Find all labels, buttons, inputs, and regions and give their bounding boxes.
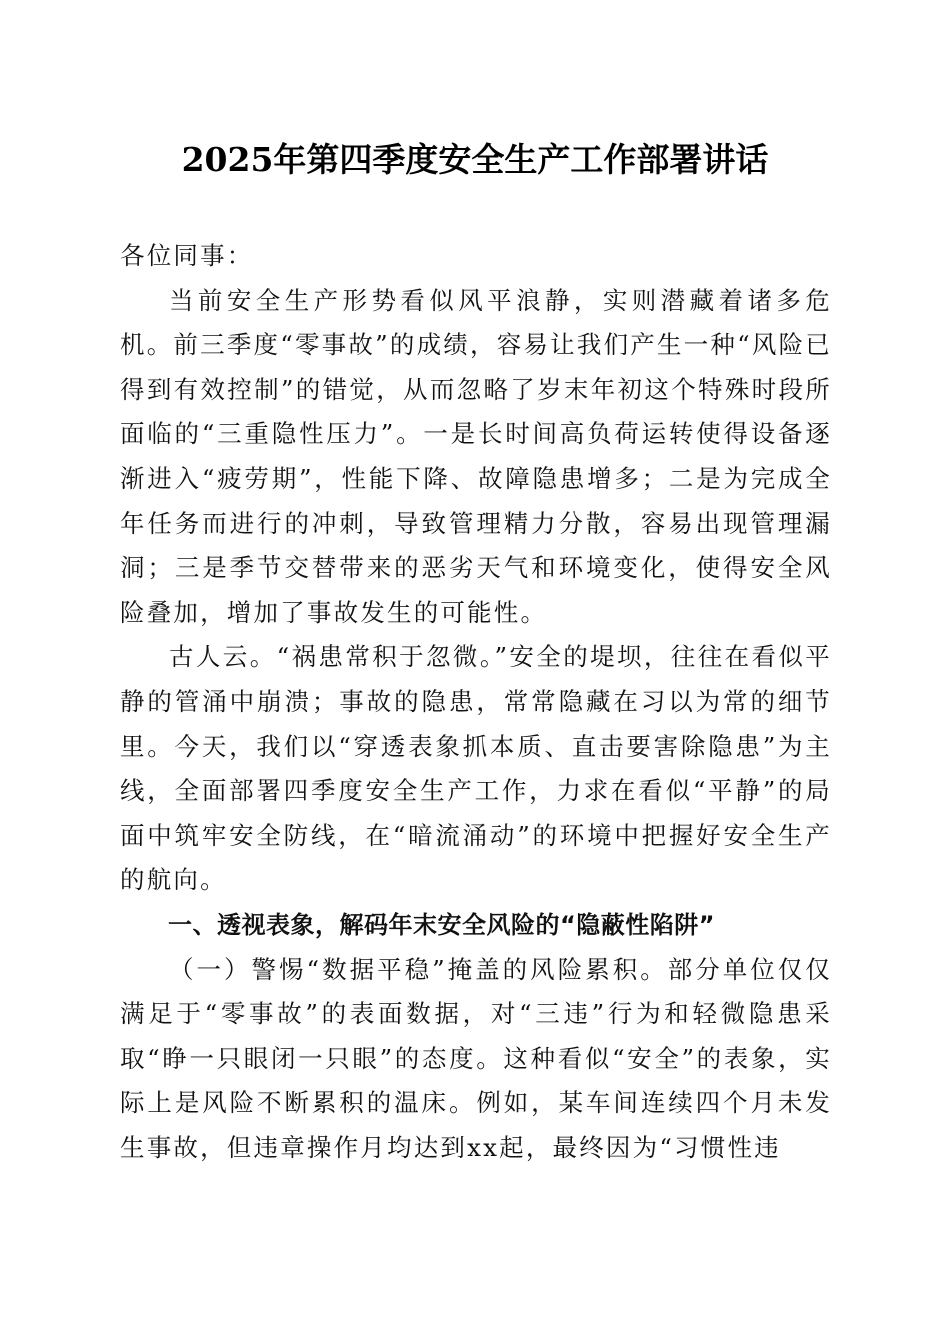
section-heading: 一、透视表象，解码年末安全风险的“隐蔽性陷阱” (168, 910, 716, 939)
document-body (120, 234, 832, 1170)
salutation: 各位同事： (120, 241, 254, 270)
paragraph-quote: 古人云。“祸患常积于忽微。”安全的堤坝，往往在看似平静的管涌中崩溃；事故的隐患，常常隐藏在习以为常的细节里。今天，我们以“穿透表象抓本质、直击要害除隐患”为主线，全面部署四季度安全生产工作，力求在看似“平静”的局面中筑牢安全防线，在“暗流涌动”的环境中把握好安全生产的航向。 (120, 642, 832, 895)
subsection-paragraph: （一）警惕“数据平稳”掩盖的风险累积。部分单位仅仅满足于“零事故”的表面数据，对“三违”行为和轻微隐患采取“睁一只眼闭一只眼”的态度。这种看似“安全”的表象，实际上是风险不断累积的温床。例如，某车间连续四个月未发生事故，但违章操作月均达到xx起，最终因为“习惯性违 (120, 954, 832, 1162)
paragraph-intro: 当前安全生产形势看似风平浪静，实则潜藏着诸多危机。前三季度“零事故”的成绩，容易让我们产生一种“风险已得到有效控制”的错觉，从而忽略了岁末年初这个特殊时段所面临的“三重隐性压力”。一是长时间高负荷运转使得设备逐渐进入“疲劳期”，性能下降、故障隐患增多；二是为完成全年任务而进行的冲刺，导致管理精力分散，容易出现管理漏洞；三是季节交替带来的恶劣天气和环境变化，使得安全风险叠加，增加了事故发生的可能性。 (120, 285, 832, 627)
document-title: 2025年第四季度安全生产工作部署讲话 (181, 140, 769, 179)
